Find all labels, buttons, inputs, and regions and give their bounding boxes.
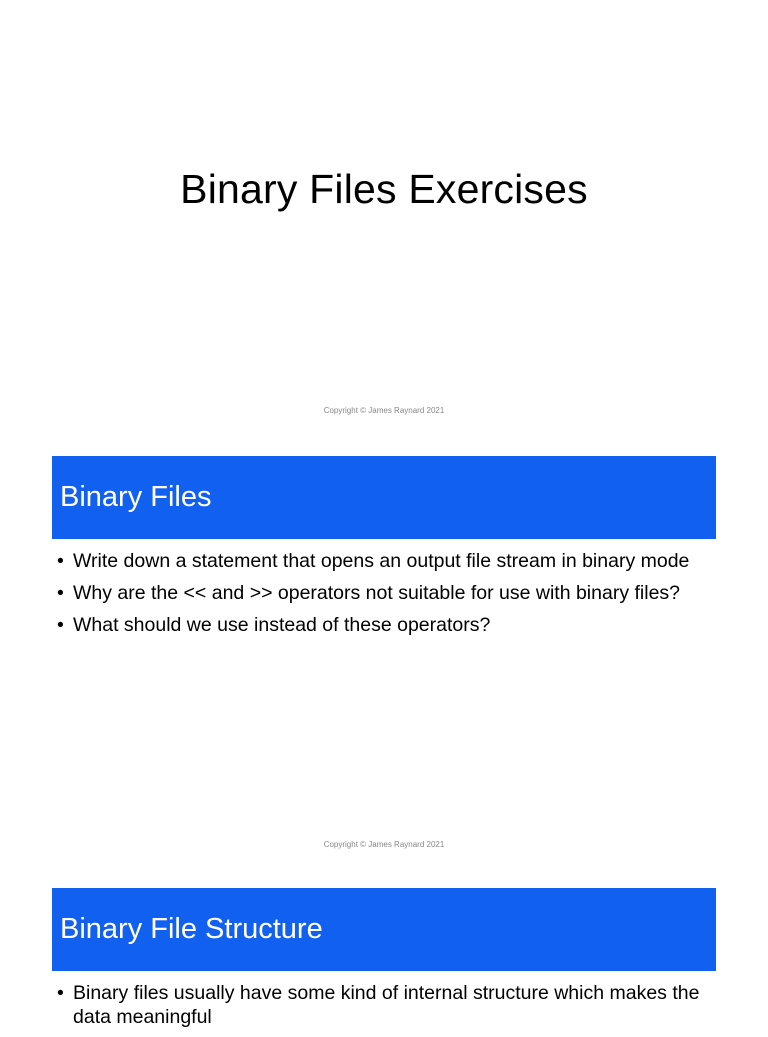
copyright-notice: Copyright © James Raynard 2021 bbox=[323, 840, 445, 849]
slide-heading: Binary Files bbox=[60, 481, 212, 513]
bullet-text: Why are the << and >> operators not suitable for use with binary files? bbox=[73, 582, 681, 604]
bullet-dot-icon: • bbox=[57, 550, 64, 572]
bullet-item bbox=[56, 613, 706, 637]
bullet-list bbox=[56, 981, 706, 1037]
bullet-dot-icon: • bbox=[57, 614, 64, 636]
bullet-list bbox=[56, 549, 706, 645]
bullet-item bbox=[56, 981, 706, 1029]
bullet-dot-icon: • bbox=[57, 582, 64, 604]
bullet-item bbox=[56, 581, 706, 605]
slide-heading: Binary File Structure bbox=[60, 913, 323, 945]
bullet-dot-icon: • bbox=[57, 982, 64, 1004]
bullet-text: Write down a statement that opens an output file stream in binary mode bbox=[73, 550, 690, 572]
title-slide bbox=[0, 0, 768, 432]
slide-binary-file-structure bbox=[0, 864, 768, 1028]
bullet-text: What should we use instead of these operators? bbox=[73, 614, 491, 636]
slide-binary-files bbox=[0, 432, 768, 864]
bullet-text: Binary files usually have some kind of internal structure which makes the data meaningful bbox=[73, 982, 700, 1028]
bullet-item bbox=[56, 549, 706, 573]
slide-header-band bbox=[52, 456, 716, 539]
slide-header-band bbox=[52, 888, 716, 971]
slide-title: Binary Files Exercises bbox=[180, 166, 588, 212]
copyright-notice: Copyright © James Raynard 2021 bbox=[323, 406, 445, 415]
